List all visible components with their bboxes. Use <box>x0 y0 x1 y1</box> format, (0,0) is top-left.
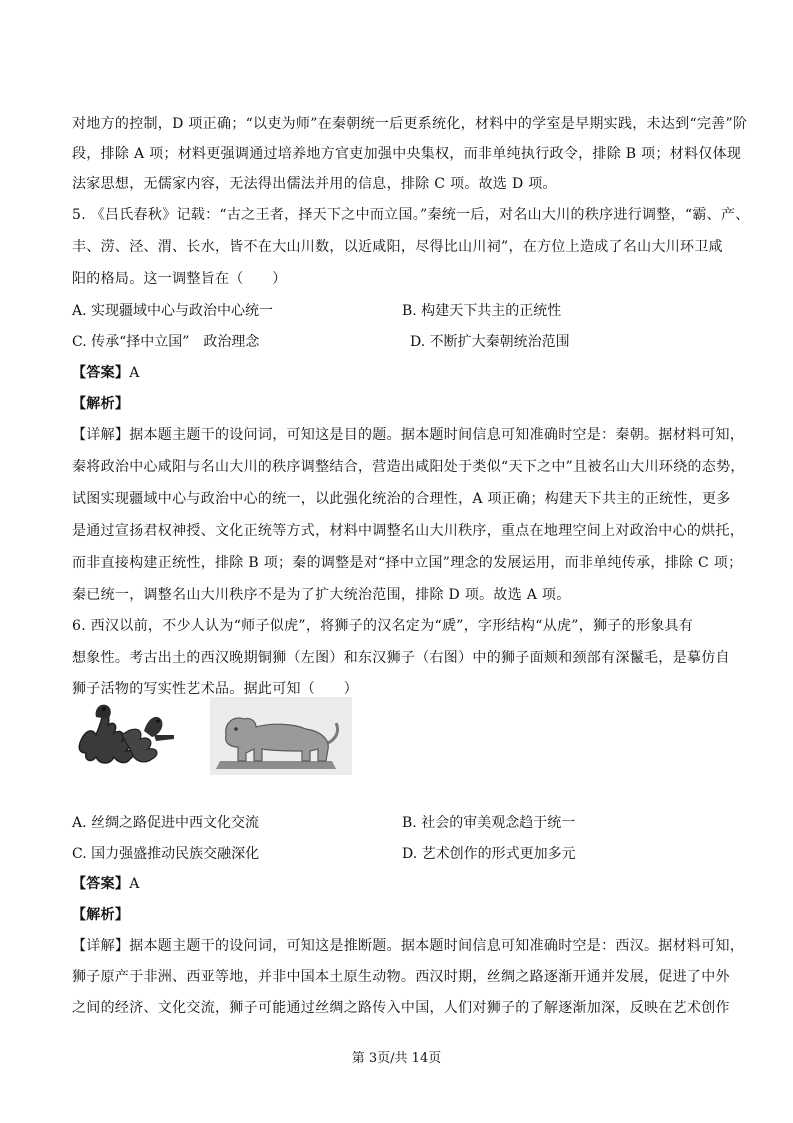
answer-value: A <box>129 365 140 381</box>
question-6-stem: 想象性。考古出土的西汉晚期铜狮（左图）和东汉狮子（右图）中的狮子面颊和颈部有深鬣毛，是摹仿自 <box>72 650 730 666</box>
q6-detail-line: 【详解】据本题主题干的设问词，可知这是推断题。据本题时间信息可知准确时空是：西汉。据材料可知， <box>72 938 745 954</box>
q5-detail-line: 【详解】据本题主题干的设问词，可知这是目的题。据本题时间信息可知准确时空是：秦朝。据材料可知， <box>72 427 745 443</box>
q6-option-c: C. 国力强盛推动民族交融深化 <box>72 846 260 862</box>
analysis-tag: 【解析】 <box>72 396 130 412</box>
q5-analysis-tag <box>72 394 762 416</box>
question-5-stem: 阳的格局。这一调整旨在（ ） <box>72 271 287 287</box>
answer-tag: 【答案】 <box>72 365 130 381</box>
text-line: 法家思想，无儒家内容，无法得出儒法并用的信息，排除 C 项。故选 D 项。 <box>72 176 557 192</box>
q5-option-c: C. 传承“择中立国” 政治理念 <box>72 334 260 350</box>
text-line: 段，排除 A 项；材料更强调通过培养地方官吏加强中央集权，而非单纯执行政令，排除 B 项；材料仅体现 <box>72 146 742 162</box>
q6-detail-line: 狮子原产于非洲、西亚等地，并非中国本土原生动物。西汉时期，丝绸之路逐渐开通并发展，促进了中外 <box>72 969 730 985</box>
q6-detail-line: 之间的经济、文化交流，狮子可能通过丝绸之路传入中国，人们对狮子的了解逐渐加深，反映在艺术创作 <box>72 1000 730 1016</box>
page-footer: 第 3页/共 14页 <box>351 1051 442 1066</box>
bronze-lion-image <box>79 705 174 763</box>
q5-option-d: D. 不断扩大秦朝统治范围 <box>410 334 570 350</box>
answer-value: A <box>129 876 140 892</box>
analysis-tag: 【解析】 <box>72 907 130 923</box>
q5-detail-line: 秦已统一，调整名山大川秩序不是为了扩大统治范围，排除 D 项。故选 A 项。 <box>72 587 571 603</box>
question-6-stem: 6. 西汉以前，不少人认为“师子似虎”，将狮子的汉名定为“虒”，字形结构“从虎”，狮子的形象具有 <box>72 618 694 634</box>
lion-artifact-images <box>74 695 354 777</box>
q6-option-d: D. 艺术创作的形式更加多元 <box>402 846 576 862</box>
q5-answer <box>72 363 762 385</box>
question-5-stem: 丰、涝、泾、渭、长水，皆不在大山川数，以近咸阳，尽得比山川祠”，在方位上造成了名山大川环卫咸 <box>72 239 723 255</box>
question-5-stem: 5. 《吕氏春秋》记载：“古之王者，择天下之中而立国。”秦统一后，对名山大川的秩序进行调整，“霸、产、 <box>72 207 750 223</box>
text-line: 对地方的控制，D 项正确；“以吏为师”在秦朝统一后更系统化，材料中的学室是早期实践，未达到“完善”阶 <box>72 116 748 132</box>
q5-detail-line: 而非直接构建正统性，排除 B 项；秦的调整是对“择中立国”理念的发展运用，而非单纯传承，排除 C 项； <box>72 555 743 571</box>
question-6-stem: 狮子活物的写实性艺术品。据此可知（ ） <box>72 681 358 697</box>
stone-lion-image <box>210 697 352 775</box>
q5-option-a: A. 实现疆域中心与政治中心统一 <box>72 303 274 319</box>
q5-detail-line: 试图实现疆域中心与政治中心的统一，以此强化统治的合理性，A 项正确；构建天下共主的正统性，更多 <box>72 491 731 507</box>
q6-option-b: B. 社会的审美观念趋于统一 <box>402 815 576 831</box>
q5-option-b: B. 构建天下共主的正统性 <box>402 303 562 319</box>
q5-detail-line: 秦将政治中心咸阳与名山大川的秩序调整结合，营造出咸阳处于类似“天下之中”且被名山大川环绕的态势， <box>72 459 745 475</box>
q6-analysis-tag <box>72 905 762 927</box>
q6-option-a: A. 丝绸之路促进中西文化交流 <box>72 815 260 831</box>
q5-detail-line: 是通过宣扬君权神授、文化正统等方式，材料中调整名山大川秩序，重点在地理空间上对政治中心的烘托， <box>72 523 745 539</box>
q6-answer <box>72 874 762 896</box>
answer-tag: 【答案】 <box>72 876 130 892</box>
